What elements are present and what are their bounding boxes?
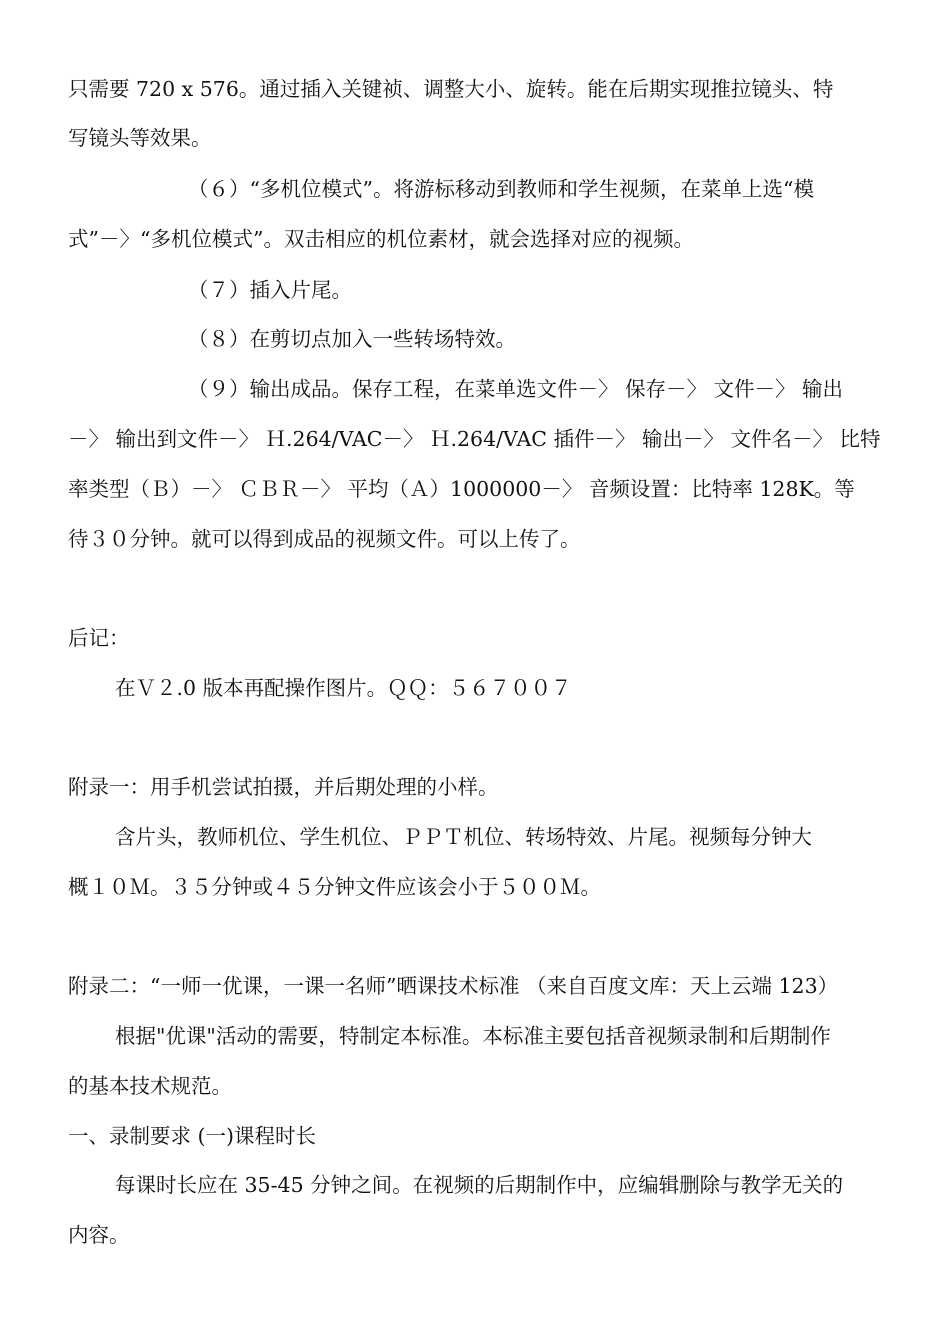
afterword-heading: 后记：: [68, 626, 130, 650]
paragraph-line: 只需要 720 x 576。通过插入关键祯、调整大小、旋转。能在后期实现推拉镜头、特: [68, 77, 834, 101]
appendix-1-heading: 附录一：用手机尝试拍摄，并后期处理的小样。: [68, 775, 499, 799]
paragraph-line: 写镜头等效果。: [68, 126, 212, 150]
section-heading: 一、录制要求 (一)课程时长: [68, 1124, 317, 1148]
step-7-heading: （７）插入片尾。: [188, 278, 352, 302]
paragraph-line: 率类型（Ｂ）－〉 ＣＢＲ－〉 平均（Ａ）1000000－〉 音频设置：比特率 128K。等: [68, 477, 855, 501]
step-9-heading: （９）输出成品。保存工程，在菜单选文件－〉 保存－〉 文件－〉 输出: [188, 377, 844, 401]
paragraph-line: 式”－〉“多机位模式”。双击相应的机位素材，就会选择对应的视频。: [68, 227, 694, 251]
paragraph-line: 内容。: [68, 1223, 130, 1247]
paragraph-line: 每课时长应在 35-45 分钟之间。在视频的后期制作中，应编辑删除与教学无关的: [115, 1173, 844, 1197]
paragraph-line: 概１０Ｍ。３５分钟或４５分钟文件应该会小于５００Ｍ。: [68, 875, 601, 899]
step-8-heading: （８）在剪切点加入一些转场特效。: [188, 327, 516, 351]
step-6-heading: （６）“多机位模式”。将游标移动到教师和学生视频，在菜单上选“模: [188, 177, 814, 201]
paragraph-line: 含片头，教师机位、学生机位、ＰＰＴ机位、转场特效、片尾。视频每分钟大: [115, 825, 812, 849]
paragraph-line: 在Ｖ２.0 版本再配操作图片。ＱＱ：５６７００７: [115, 676, 572, 700]
paragraph-line: 待３０分钟。就可以得到成品的视频文件。可以上传了。: [68, 527, 581, 551]
paragraph-line: 根据"优课"活动的需要，特制定本标准。本标准主要包括音视频录制和后期制作: [115, 1024, 831, 1048]
paragraph-line: 的基本技术规范。: [68, 1074, 232, 1098]
paragraph-line: －〉 输出到文件－〉 Ｈ.264/VAC－〉 Ｈ.264/VAC 插件－〉 输出－〉 文件名－〉 比特: [68, 427, 881, 451]
appendix-2-heading: 附录二：“一师一优课，一课一名师”晒课技术标准 （来自百度文库：天上云端 123）: [68, 974, 839, 998]
